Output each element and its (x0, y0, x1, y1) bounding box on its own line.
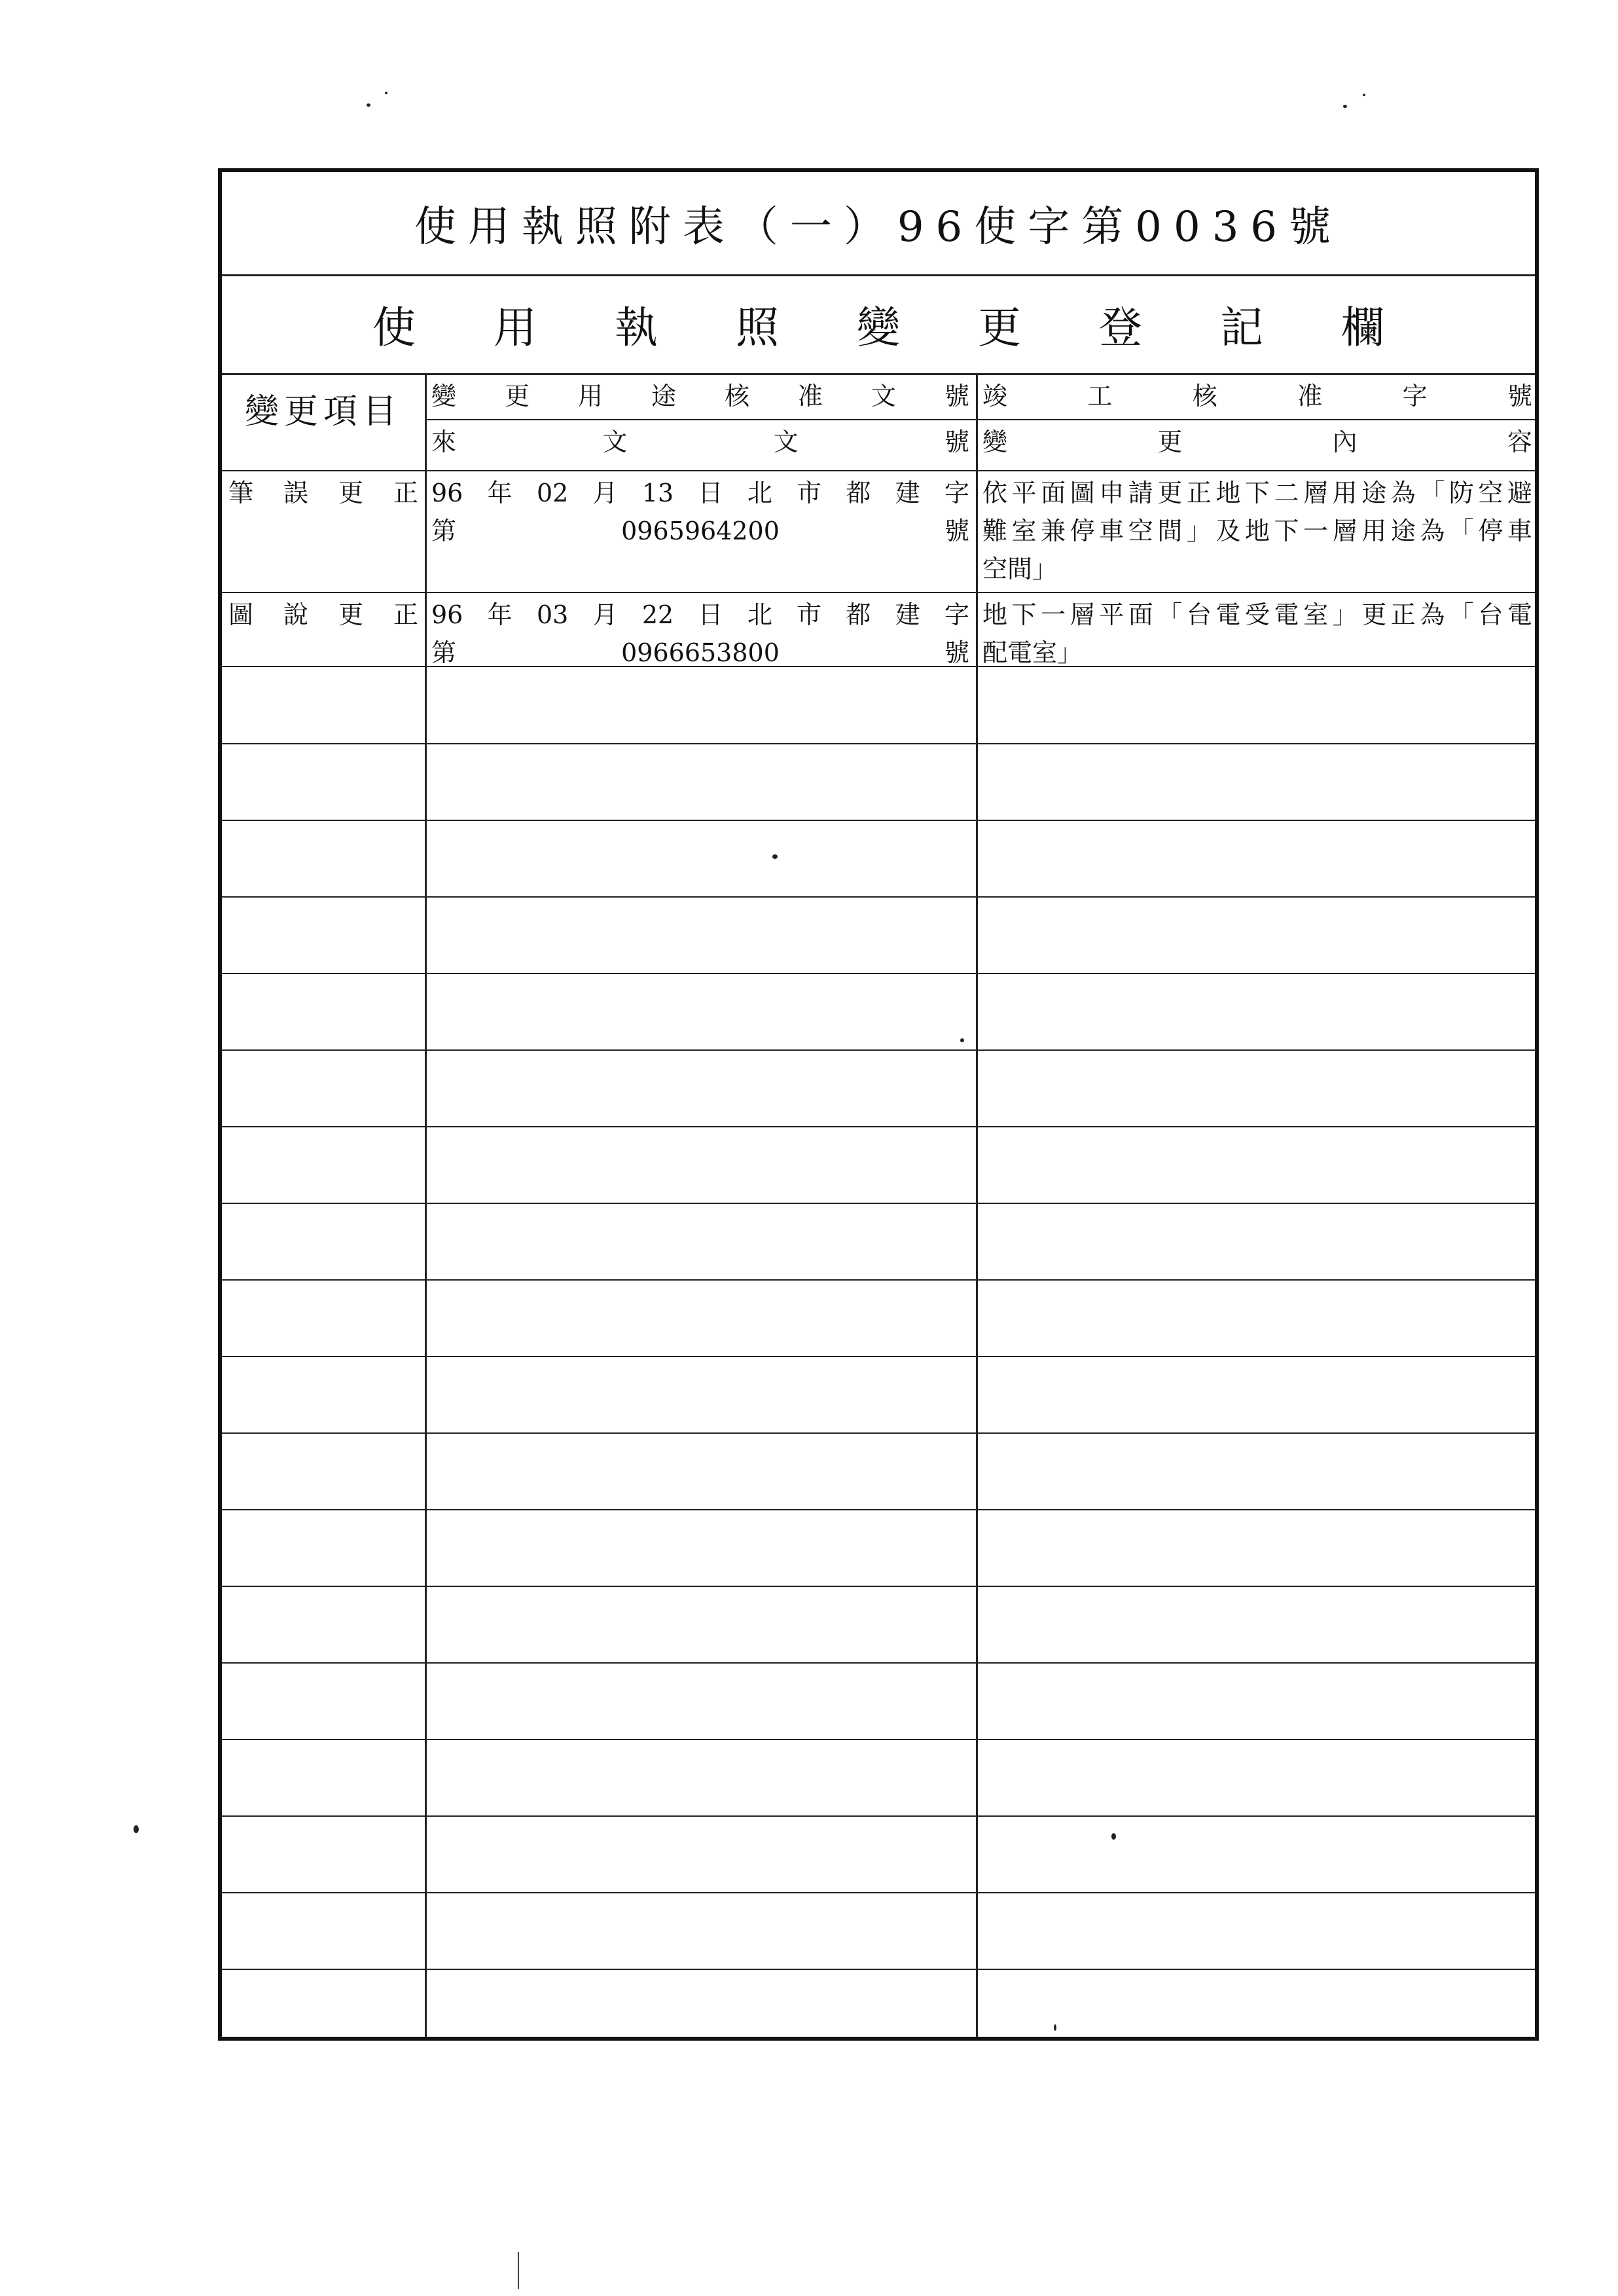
scan-speck (134, 1825, 139, 1833)
scan-speck (385, 92, 387, 94)
blank-row-line (222, 820, 1535, 821)
header-change-item: 變更項目 (244, 392, 402, 431)
scan-speck (1343, 105, 1347, 108)
header-permit-number: 變更用途核准文號 (431, 382, 969, 410)
entry-content-line: 難室兼停車空間」及地下一層用途為「停車 (982, 517, 1532, 545)
blank-row-line (222, 1662, 1535, 1664)
entry-content-line: 依平面圖申請更正地下二層用途為「防空避 (982, 479, 1532, 507)
blank-row-line (222, 896, 1535, 898)
blank-row-line (222, 1432, 1535, 1434)
blank-row-line (222, 1356, 1535, 1357)
blank-row-line (222, 743, 1535, 744)
scan-speck (1363, 94, 1365, 96)
entry-item: 圖說更正 (228, 600, 418, 629)
form-title: 使用執照附表（一）96使字第0036號 (414, 203, 1343, 251)
blank-row-line (222, 1509, 1535, 1510)
blank-row-line (222, 1203, 1535, 1204)
header-completion-number: 竣工核准字號 (982, 382, 1532, 410)
entry-content-line: 空間」 (982, 555, 1058, 583)
blank-row-line (222, 1815, 1535, 1817)
entry-item: 筆誤更正 (228, 479, 418, 507)
row-line (222, 666, 1535, 667)
column-divider (976, 373, 978, 2037)
form-subtitle: 使用執照變更登記欄 (372, 302, 1384, 353)
blank-row-line (222, 973, 1535, 974)
scan-speck (367, 103, 370, 107)
blank-row-line (222, 1739, 1535, 1740)
blank-row-line (222, 1279, 1535, 1281)
blank-row-line (222, 1049, 1535, 1051)
entry-content-line: 配電室」 (982, 638, 1083, 667)
blank-row-line (222, 1892, 1535, 1893)
row-line (222, 470, 1535, 471)
blank-row-line (222, 1126, 1535, 1127)
header-change-content: 變更內容 (982, 428, 1532, 456)
change-table (222, 373, 1535, 2037)
registration-form (218, 168, 1539, 2041)
scan-mark (518, 2252, 519, 2289)
row-line (222, 592, 1535, 593)
entry-permit-line: 第0966653800號 (431, 638, 969, 667)
entry-permit-line: 96年03月22日北市都建字 (431, 600, 969, 629)
form-title-row (222, 172, 1535, 276)
form-subtitle-row (222, 274, 1535, 375)
header-split-line (425, 419, 1535, 420)
blank-row-line (222, 1586, 1535, 1587)
column-divider (425, 373, 427, 2037)
entry-permit-line: 第0965964200號 (431, 517, 969, 545)
blank-row-line (222, 1969, 1535, 1970)
header-source-number: 來文文號 (431, 428, 969, 456)
entry-permit-line: 96年02月13日北市都建字 (431, 479, 969, 507)
entry-content-line: 地下一層平面「台電受電室」更正為「台電 (982, 600, 1532, 629)
